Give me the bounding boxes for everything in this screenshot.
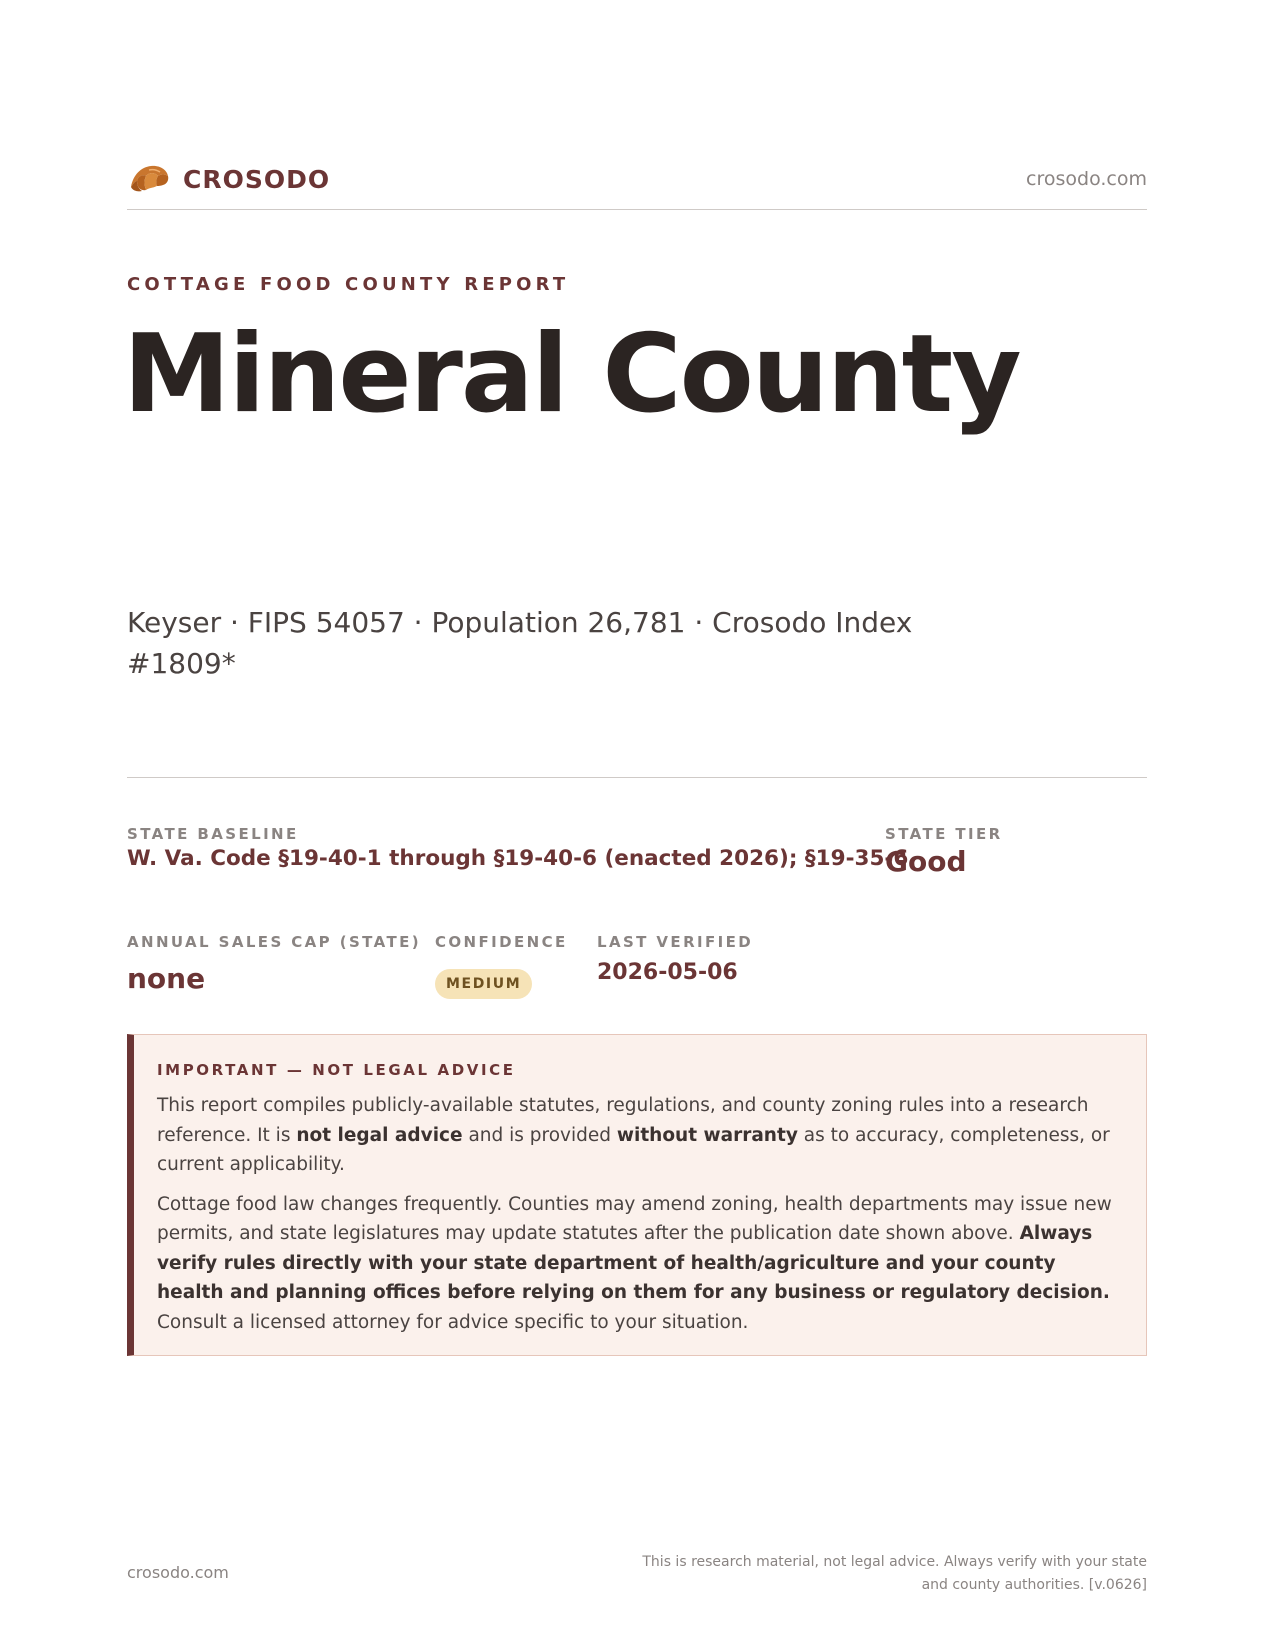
- report-kicker: COTTAGE FOOD COUNTY REPORT: [127, 274, 570, 295]
- notice-emphasis: without warranty: [616, 1124, 798, 1146]
- last-verified-label: LAST VERIFIED: [597, 933, 754, 951]
- footer-disclaimer: [627, 1551, 1147, 1597]
- notice-text: Cottage food law changes frequently. Counties may amend zoning, health departments may issue new permits, and state legislatures may update statutes after the publication date shown above.: [157, 1193, 1112, 1244]
- notice-text: as to accuracy, completeness, or current applicability.: [157, 1124, 1110, 1175]
- footer-disclaimer-line-1: This is research material, not legal advice. Always verify with your state: [642, 1554, 1147, 1570]
- notice-title: IMPORTANT — NOT LEGAL ADVICE: [157, 1061, 516, 1079]
- croissant-icon: [127, 161, 171, 197]
- confidence-badge: MEDIUM: [435, 969, 532, 999]
- state-baseline-label: STATE BASELINE: [127, 825, 299, 843]
- notice-emphasis: Always verify rules directly with your state department of health/agriculture and your county health and planning offices before relying on them for any business or regulatory decision.: [157, 1223, 1110, 1303]
- state-baseline-value: W. Va. Code §19-40-1 through §19-40-6 (enacted 2026); §19-35-6: [127, 846, 909, 871]
- notice-text: This report compiles publicly-available statutes, regulations, and county zoning rules into a research reference. It is: [157, 1095, 1089, 1146]
- page-header: [127, 158, 1147, 210]
- footer-disclaimer-line-2: and county authorities. [v.0626]: [921, 1577, 1147, 1593]
- last-verified-value: 2026-05-06: [597, 960, 738, 985]
- site-url-link[interactable]: crosodo.com: [1026, 168, 1147, 190]
- notice-paragraph-1: [157, 1091, 1124, 1180]
- notice-paragraph-2: [157, 1190, 1124, 1338]
- brand-name: CROSODO: [183, 164, 331, 194]
- footer-site-url[interactable]: crosodo.com: [127, 1563, 229, 1582]
- notice-emphasis: not legal advice: [296, 1124, 463, 1146]
- brand: [127, 161, 330, 197]
- state-tier-value: Good: [885, 845, 967, 878]
- legal-notice: [127, 1034, 1147, 1356]
- notice-text: Consult a licensed attorney for advice specific to your situation.: [157, 1311, 749, 1333]
- sales-cap-value: none: [127, 962, 206, 995]
- notice-text: and is provided: [462, 1124, 617, 1146]
- report-page: [123, 0, 1147, 1650]
- county-subtitle: Keyser · FIPS 54057 · Population 26,781 · Crosodo Index #1809*: [127, 606, 913, 680]
- sales-cap-label: ANNUAL SALES CAP (STATE): [127, 933, 422, 951]
- state-tier-label: STATE TIER: [885, 825, 1003, 843]
- page-title: Mineral County: [123, 312, 1020, 437]
- section-divider: [127, 777, 1147, 778]
- confidence-label: CONFIDENCE: [435, 933, 568, 951]
